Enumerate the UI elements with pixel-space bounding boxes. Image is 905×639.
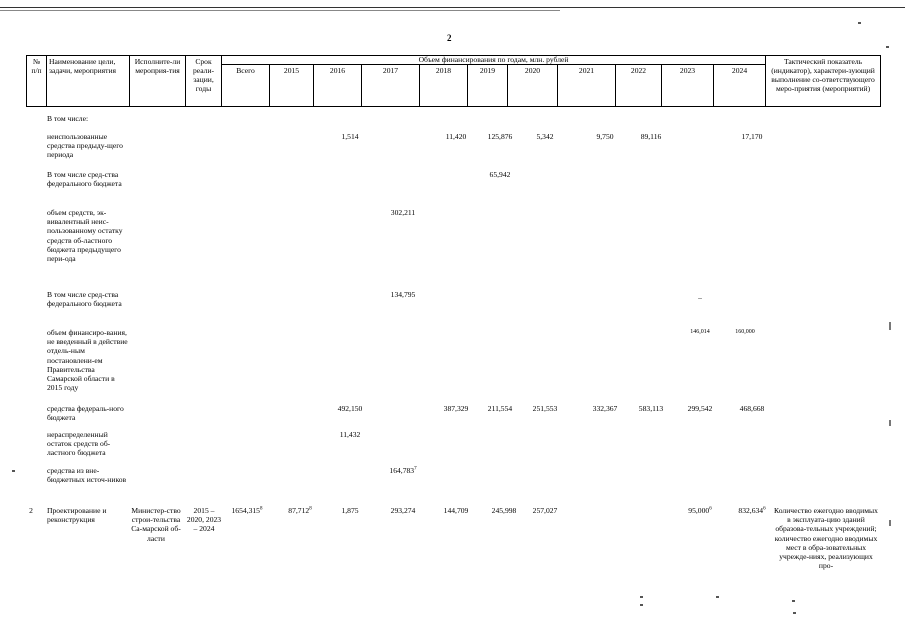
row-name: объем финансиро-вания, не введенный в действие отдель-ным постановлени-ем Правительства Самарской области в 2015 году <box>47 328 128 393</box>
cell-2020: 257,027 <box>532 506 558 515</box>
cell-2016: 492,150 <box>337 404 363 413</box>
scan-top-border <box>0 7 905 8</box>
row-name: средства из вне-бюджетных источ-ников <box>47 466 127 485</box>
table-body <box>26 114 880 606</box>
cell-2017 <box>374 466 432 475</box>
cell-2021: 332,367 <box>592 404 618 413</box>
row-executor: Министер-ство строи-тельства Са-марской об-ласти <box>131 506 181 543</box>
cell-2023: 146,014 <box>690 329 710 335</box>
table-row <box>26 506 880 606</box>
scan-speck <box>886 46 889 48</box>
page-number: 2 <box>447 33 452 43</box>
cell-value: 95,000 <box>688 506 710 515</box>
header-year-2016: 2016 <box>314 65 362 107</box>
footnote-mark: 7 <box>414 466 417 472</box>
cell-2019: 211,554 <box>487 404 513 413</box>
footnote-mark: 6 <box>763 506 766 512</box>
table-row <box>26 466 880 506</box>
cell-value: 832,634 <box>738 506 764 515</box>
cell-2017: 293,274 <box>390 506 416 515</box>
cell-2016: 1,514 <box>341 132 359 141</box>
scan-top-border-inner <box>0 10 560 11</box>
cell-2024: 468,668 <box>739 404 765 413</box>
row-term: 2015 – 2020, 2023 – 2024 <box>186 506 222 534</box>
scan-margin-mark <box>889 520 891 526</box>
row-name: средства федераль-ного бюджета <box>47 404 124 423</box>
cell-2015 <box>276 506 324 515</box>
header-executor: Исполните-ли мероприя-тия <box>130 56 186 107</box>
cell-2022: 583,113 <box>638 404 664 413</box>
cell-2020: 251,553 <box>532 404 558 413</box>
cell-2016: 11,432 <box>339 430 361 439</box>
scan-speck <box>640 604 643 606</box>
header-year-2023: 2023 <box>662 65 714 107</box>
header-year-2020: 2020 <box>508 65 558 107</box>
cell-2016: 1,875 <box>341 506 359 515</box>
cell-2022: 89,116 <box>640 132 662 141</box>
footnote-mark: 8 <box>259 506 263 512</box>
table-row <box>26 170 880 208</box>
cell-2018: 11,420 <box>445 132 467 141</box>
row-name: Проектирование и реконструкция <box>47 506 107 525</box>
cell-2018: 144,709 <box>443 506 469 515</box>
scan-speck <box>792 600 795 602</box>
scan-speck <box>858 22 861 24</box>
row-name: В том числе: <box>47 114 89 123</box>
cell-2024 <box>726 506 778 515</box>
header-name: Наименование цели, задачи, мероприятия <box>47 56 130 107</box>
header-funding: Объем финансирования по годам, млн. рублей <box>222 56 766 65</box>
header-year-2018: 2018 <box>420 65 468 107</box>
row-name: нераспределенный остаток средств об-ластного бюджета <box>47 430 111 458</box>
table-row <box>26 328 880 404</box>
row-name: неиспользованные средства предыду-щего периода <box>47 132 123 160</box>
cell-value: 164,783 <box>389 466 415 475</box>
cell-2019: 65,942 <box>489 170 511 179</box>
scan-speck <box>716 596 719 598</box>
header-year-2021: 2021 <box>558 65 616 107</box>
cell-2020: 5,342 <box>536 132 554 141</box>
header-year-2015: 2015 <box>270 65 314 107</box>
scan-speck <box>12 470 15 472</box>
table-row <box>26 290 880 328</box>
row-tactical-indicator: Количество ежегодно вводимых в эксплуата-цию зданий образова-тельных учреждений; количество ежегодно вводимых мест в обра-зовательных учрежде-ниях, реализующих про- <box>774 506 878 571</box>
row-name: В том числе сред-ства федерального бюджета <box>47 170 122 189</box>
row-name: объем средств, эк-вивалентный неис-пользованному остатку средств об-ластного бюджета предыдущего пери-ода <box>47 208 123 264</box>
table-row <box>26 430 880 466</box>
scan-margin-mark <box>889 322 891 330</box>
cell-2024: 17,170 <box>741 132 763 141</box>
header-year-2017: 2017 <box>362 65 420 107</box>
table-row <box>26 132 880 170</box>
scan-speck <box>793 612 796 614</box>
header-year-2024: 2024 <box>714 65 766 107</box>
cell-2019: 125,876 <box>487 132 513 141</box>
cell-2024: 160,000 <box>735 329 755 335</box>
cell-2021: 9,750 <box>596 132 614 141</box>
cell-2023: 299,542 <box>687 404 713 413</box>
table-row <box>26 404 880 430</box>
table-header <box>26 55 881 107</box>
cell-2018: 387,329 <box>443 404 469 413</box>
header-tactical: Тактический показатель (индикатор), характери-зующий выполнение со-ответствующего меро-приятия (мероприятий) <box>766 56 881 107</box>
header-number: № п/п <box>27 56 47 107</box>
cell-value: 1654,315 <box>231 506 260 515</box>
footnote-mark: 6 <box>709 506 712 512</box>
cell-2017: 134,795 <box>390 290 416 299</box>
row-name: В том числе сред-ства федерального бюджета <box>47 290 122 309</box>
row-number: 2 <box>29 506 33 515</box>
scan-speck <box>640 596 643 598</box>
header-term: Срок реали-зации, годы <box>186 56 222 107</box>
header-year-2019: 2019 <box>468 65 508 107</box>
cell-2019: 245,998 <box>491 506 517 515</box>
scan-margin-mark <box>889 420 891 426</box>
header-total: Всего <box>222 65 270 107</box>
cell-total <box>221 506 273 515</box>
cell-value: 87,712 <box>288 506 310 515</box>
footnote-mark: 8 <box>309 506 312 512</box>
header-year-2022: 2022 <box>616 65 662 107</box>
cell-2023 <box>674 506 726 515</box>
table-row <box>26 114 880 132</box>
table-row <box>26 208 880 290</box>
cell-2023: – <box>698 293 702 302</box>
cell-2017: 302,211 <box>390 208 416 217</box>
